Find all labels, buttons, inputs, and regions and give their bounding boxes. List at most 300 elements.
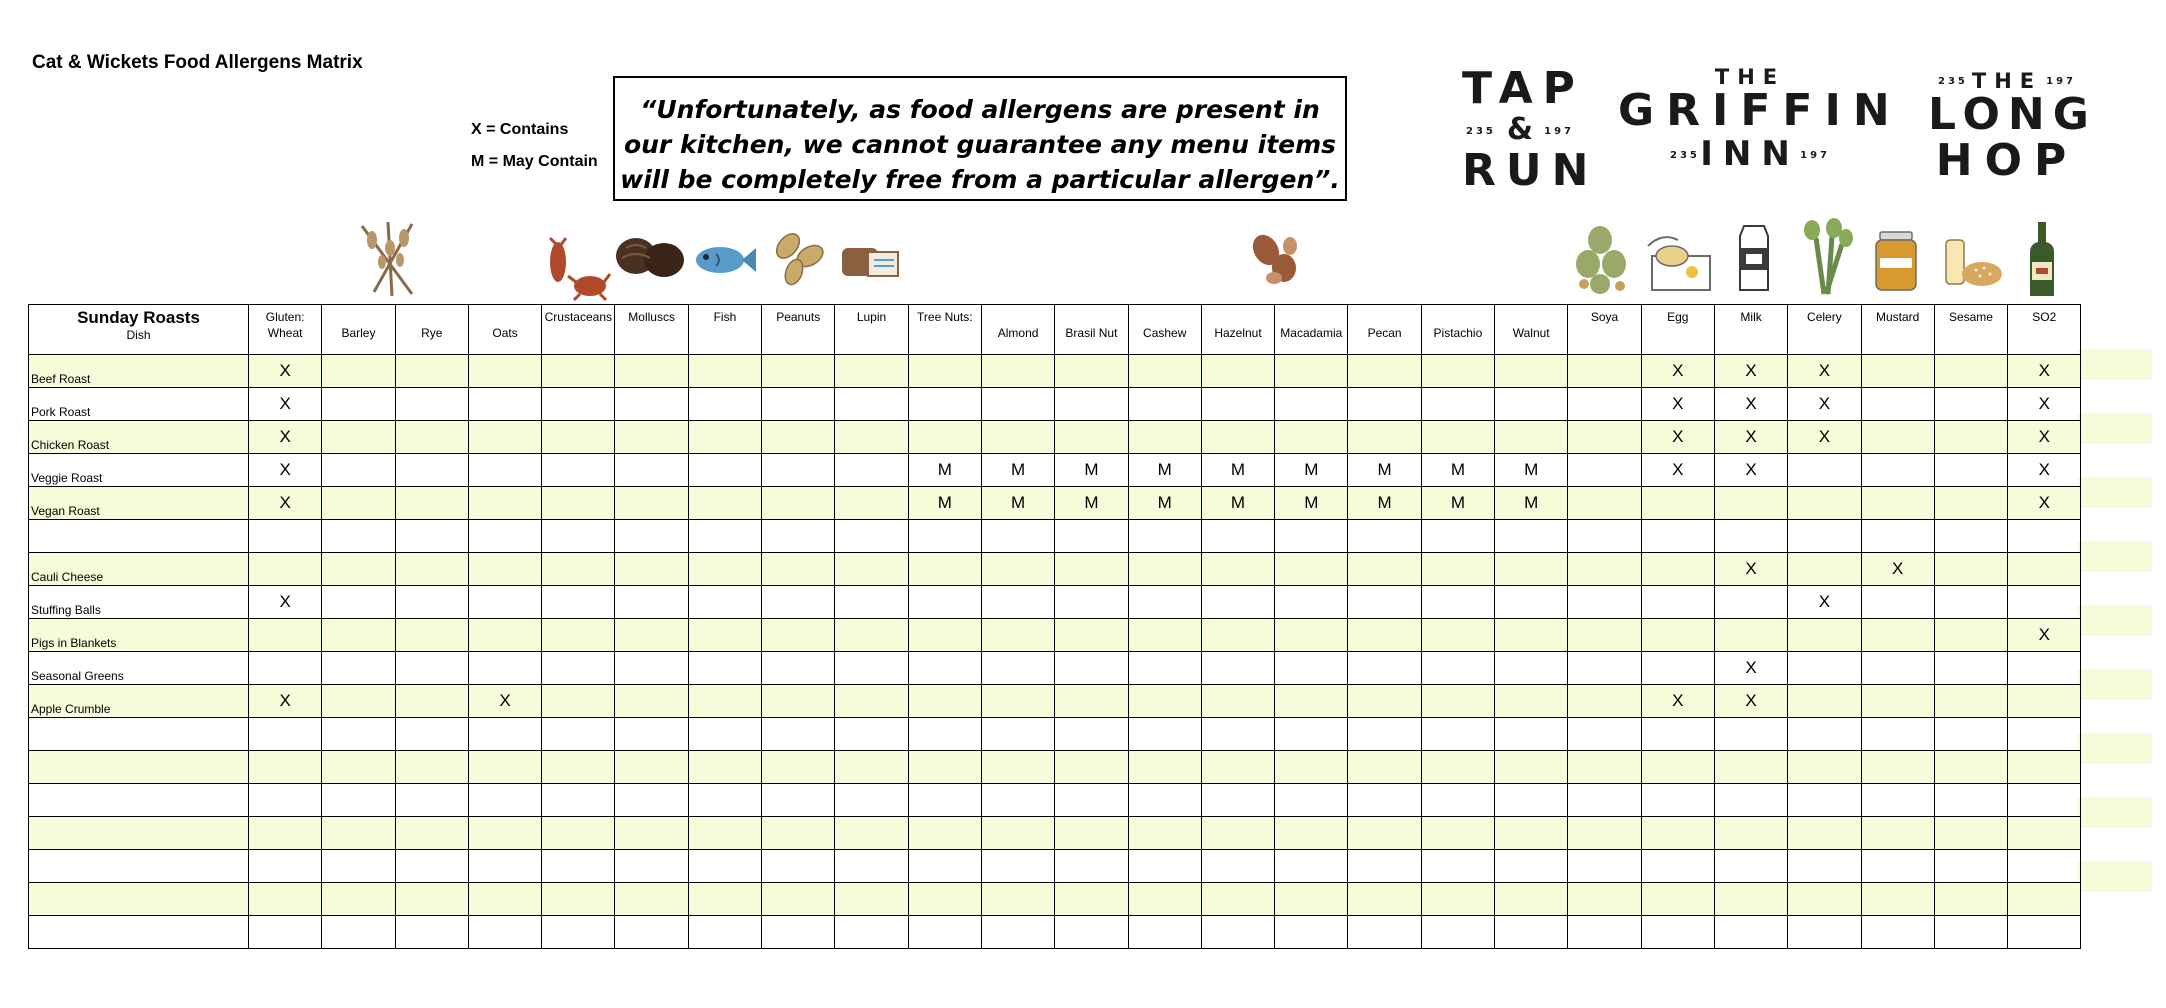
allergen-cell — [835, 619, 908, 652]
allergen-cell: X — [1641, 685, 1714, 718]
allergen-cell — [1568, 718, 1641, 751]
allergen-cell — [1495, 586, 1568, 619]
allergen-cell — [1275, 619, 1348, 652]
column-header-line2: Pistachio — [1433, 326, 1483, 340]
allergen-cell — [908, 652, 981, 685]
allergen-cell — [615, 619, 688, 652]
allergen-disclaimer: “Unfortunately, as food allergens are present in our kitchen, we cannot guarantee any menu items will be completely free from a particular allergen”. — [613, 76, 1347, 201]
allergen-cell — [468, 850, 541, 883]
allergen-cell: X — [249, 388, 322, 421]
column-header-line1: SO2 — [2032, 310, 2057, 324]
allergen-column-header — [468, 305, 541, 355]
allergen-cell — [468, 916, 541, 949]
allergen-cell — [1348, 421, 1421, 454]
allergen-cell — [1275, 685, 1348, 718]
allergen-cell: M — [981, 454, 1054, 487]
allergen-cell — [1275, 850, 1348, 883]
allergen-cell: M — [981, 487, 1054, 520]
allergen-cell: X — [2008, 421, 2081, 454]
allergen-cell: X — [249, 685, 322, 718]
page-title: Cat & Wickets Food Allergens Matrix — [32, 52, 363, 73]
logo-line: TAP — [1462, 63, 1585, 114]
allergen-cell — [322, 388, 395, 421]
allergen-cell — [468, 355, 541, 388]
allergen-cell — [981, 751, 1054, 784]
allergen-cell — [542, 652, 615, 685]
column-header-line2: Brasil Nut — [1065, 326, 1118, 340]
allergen-cell — [1788, 685, 1861, 718]
column-header-line1: Fish — [713, 310, 737, 324]
column-header-line1: Lupin — [856, 310, 887, 324]
allergen-column-header — [1714, 305, 1787, 355]
allergen-cell — [322, 355, 395, 388]
allergen-cell — [249, 817, 322, 850]
allergen-cell — [908, 553, 981, 586]
allergen-cell — [908, 685, 981, 718]
allergen-cell — [1348, 817, 1421, 850]
table-row — [29, 652, 2081, 685]
allergen-cell — [542, 883, 615, 916]
allergen-cell — [615, 850, 688, 883]
allergen-cell — [322, 487, 395, 520]
column-header-line1 — [1129, 310, 1201, 326]
allergen-cell — [1714, 520, 1787, 553]
allergen-column-header — [1275, 305, 1348, 355]
allergen-cell — [2008, 685, 2081, 718]
so2-wine-icon — [2020, 218, 2064, 298]
allergen-cell: M — [908, 454, 981, 487]
section-title: Sunday Roasts — [77, 308, 200, 327]
tree-nut-icon — [1244, 228, 1308, 292]
allergen-cell — [1495, 784, 1568, 817]
allergen-cell: X — [1714, 553, 1787, 586]
allergen-cell — [1568, 751, 1641, 784]
dish-name: Pork Roast — [29, 388, 249, 421]
allergen-cell — [395, 421, 468, 454]
allergen-cell — [468, 454, 541, 487]
allergen-cell — [1128, 817, 1201, 850]
legend-may-contain: M = May Contain — [471, 153, 598, 170]
allergen-cell — [615, 553, 688, 586]
allergen-cell: M — [1275, 487, 1348, 520]
allergen-cell — [688, 916, 761, 949]
allergen-cell — [395, 454, 468, 487]
allergen-cell — [1714, 883, 1787, 916]
allergen-cell — [249, 883, 322, 916]
allergen-cell — [1495, 388, 1568, 421]
allergen-cell — [981, 388, 1054, 421]
allergen-cell — [1934, 355, 2007, 388]
allergen-cell — [1348, 850, 1421, 883]
logo-the: THE — [1714, 65, 1786, 89]
allergen-cell — [1495, 520, 1568, 553]
allergen-cell — [1568, 685, 1641, 718]
allergen-cell: X — [1641, 421, 1714, 454]
allergen-cell — [1128, 553, 1201, 586]
allergen-cell — [1421, 817, 1494, 850]
allergen-cell — [1128, 421, 1201, 454]
allergen-cell — [1128, 652, 1201, 685]
column-header-line1 — [1495, 310, 1567, 326]
allergen-cell — [1421, 784, 1494, 817]
allergen-column-header — [1128, 305, 1201, 355]
allergen-cell — [1934, 685, 2007, 718]
allergen-cell — [1348, 916, 1421, 949]
tap-and-run-logo — [1462, 63, 1599, 196]
crustacean-icon — [540, 232, 614, 302]
allergen-cell — [1568, 817, 1641, 850]
allergen-cell — [835, 751, 908, 784]
allergen-cell — [908, 916, 981, 949]
allergen-cell — [542, 817, 615, 850]
column-header-line1: Milk — [1740, 310, 1762, 324]
allergen-cell — [1788, 718, 1861, 751]
allergen-cell — [1055, 421, 1128, 454]
allergen-cell — [1495, 355, 1568, 388]
allergen-cell — [1055, 619, 1128, 652]
allergen-cell — [395, 817, 468, 850]
column-header-line1: Peanuts — [776, 310, 821, 324]
allergen-cell — [762, 850, 835, 883]
table-row — [29, 685, 2081, 718]
column-header-line1: Crustaceans — [544, 310, 613, 324]
allergen-cell — [395, 355, 468, 388]
allergen-cell — [1495, 751, 1568, 784]
allergen-cell — [1201, 817, 1274, 850]
column-header-line1: Molluscs — [628, 310, 675, 324]
allergen-cell — [981, 817, 1054, 850]
allergen-cell — [1714, 751, 1787, 784]
allergen-cell — [1641, 883, 1714, 916]
allergen-cell — [1788, 916, 1861, 949]
allergen-cell — [981, 586, 1054, 619]
logo-small-right: 197 — [1544, 126, 1574, 137]
dish-name — [29, 817, 249, 850]
allergen-cell — [908, 619, 981, 652]
allergen-cell — [688, 718, 761, 751]
allergen-cell — [981, 718, 1054, 751]
column-header-line2: Hazelnut — [1214, 326, 1262, 340]
allergen-cell — [1714, 784, 1787, 817]
allergen-cell: M — [1128, 454, 1201, 487]
table-row — [29, 916, 2081, 949]
allergen-cell — [395, 751, 468, 784]
allergen-cell — [1641, 817, 1714, 850]
row-band — [2078, 669, 2152, 700]
allergen-cell — [1934, 553, 2007, 586]
allergen-cell — [395, 718, 468, 751]
column-header-line1 — [982, 310, 1054, 326]
allergen-cell — [1201, 883, 1274, 916]
allergen-cell — [688, 388, 761, 421]
table-row — [29, 487, 2081, 520]
allergen-cell: X — [249, 487, 322, 520]
allergen-cell — [688, 421, 761, 454]
allergen-cell — [2008, 652, 2081, 685]
allergen-cell — [1861, 421, 1934, 454]
dish-name — [29, 520, 249, 553]
allergen-cell — [395, 520, 468, 553]
allergen-cell: X — [1788, 421, 1861, 454]
allergen-cell — [908, 355, 981, 388]
column-header-line2: Almond — [997, 326, 1039, 340]
allergen-cell — [1275, 784, 1348, 817]
dish-name — [29, 784, 249, 817]
logo-line: RUN — [1462, 145, 1599, 196]
legend-contains: X = Contains — [471, 121, 569, 138]
allergen-cell: X — [2008, 487, 2081, 520]
logo-small-left: 235 — [1938, 76, 1968, 87]
allergen-cell — [395, 388, 468, 421]
allergen-cell — [1934, 619, 2007, 652]
logo-small-right: 197 — [2046, 76, 2076, 87]
table-row — [29, 883, 2081, 916]
allergen-cell — [1201, 718, 1274, 751]
allergen-cell: X — [1641, 388, 1714, 421]
allergen-cell — [322, 586, 395, 619]
dish-name — [29, 883, 249, 916]
mollusc-icon — [614, 234, 686, 282]
allergen-cell — [249, 751, 322, 784]
allergen-cell: X — [1714, 685, 1787, 718]
row-band — [2078, 797, 2152, 828]
allergen-cell — [1568, 454, 1641, 487]
allergen-cell — [2008, 520, 2081, 553]
table-row — [29, 718, 2081, 751]
allergen-cell — [835, 916, 908, 949]
allergen-cell — [1861, 784, 1934, 817]
dish-name: Seasonal Greens — [29, 652, 249, 685]
dish-name: Stuffing Balls — [29, 586, 249, 619]
allergen-cell — [1788, 454, 1861, 487]
allergen-cell: M — [1128, 487, 1201, 520]
allergen-cell: X — [1641, 454, 1714, 487]
allergen-cell — [542, 718, 615, 751]
allergen-cell — [981, 421, 1054, 454]
allergen-column-header — [1348, 305, 1421, 355]
allergen-cell — [1348, 718, 1421, 751]
allergen-column-header — [1421, 305, 1494, 355]
allergen-column-header — [688, 305, 761, 355]
allergen-cell: X — [249, 421, 322, 454]
allergen-cell — [688, 751, 761, 784]
column-header-line1: Sesame — [1948, 310, 1993, 324]
allergen-cell — [542, 784, 615, 817]
table-row — [29, 586, 2081, 619]
allergen-cell — [615, 883, 688, 916]
allergen-cell — [762, 553, 835, 586]
allergen-cell — [395, 685, 468, 718]
allergen-cell — [1421, 388, 1494, 421]
allergen-cell — [2008, 553, 2081, 586]
allergen-cell — [1641, 751, 1714, 784]
allergen-cell — [762, 685, 835, 718]
column-header-line1 — [1422, 310, 1494, 326]
allergen-cell — [1348, 355, 1421, 388]
allergen-cell — [835, 850, 908, 883]
allergen-cell: X — [249, 586, 322, 619]
allergen-cell — [2008, 817, 2081, 850]
allergen-cell — [1201, 355, 1274, 388]
allergen-cell — [322, 751, 395, 784]
allergen-cell — [615, 916, 688, 949]
allergen-column-header — [1055, 305, 1128, 355]
allergen-cell — [1275, 553, 1348, 586]
allergen-cell — [1934, 883, 2007, 916]
allergens-matrix — [28, 304, 2081, 949]
allergen-cell — [908, 883, 981, 916]
allergen-cell — [1348, 652, 1421, 685]
milk-icon — [1728, 222, 1780, 294]
allergen-cell — [1861, 487, 1934, 520]
allergen-cell — [1201, 685, 1274, 718]
allergen-cell — [908, 718, 981, 751]
allergen-cell — [615, 454, 688, 487]
allergen-cell — [1275, 586, 1348, 619]
allergen-cell — [835, 652, 908, 685]
table-row — [29, 454, 2081, 487]
column-header-line1: Tree Nuts: — [917, 310, 973, 324]
allergen-cell — [762, 388, 835, 421]
table-row — [29, 388, 2081, 421]
allergen-cell — [1495, 553, 1568, 586]
allergen-cell — [1641, 487, 1714, 520]
allergen-cell — [835, 586, 908, 619]
allergen-cell — [1055, 883, 1128, 916]
allergen-cell — [1128, 784, 1201, 817]
allergen-column-header — [1788, 305, 1861, 355]
allergen-cell — [1788, 553, 1861, 586]
allergen-cell — [322, 685, 395, 718]
allergen-cell — [322, 784, 395, 817]
allergen-cell — [835, 685, 908, 718]
allergen-column-header — [1934, 305, 2007, 355]
allergen-cell: X — [1788, 388, 1861, 421]
allergen-cell — [835, 553, 908, 586]
griffin-inn-logo — [1618, 65, 1902, 174]
allergen-cell — [1348, 586, 1421, 619]
column-header-line2: Oats — [492, 326, 518, 340]
allergen-cell — [542, 454, 615, 487]
allergen-cell — [1421, 355, 1494, 388]
allergen-cell — [762, 520, 835, 553]
allergen-column-header — [542, 305, 615, 355]
allergen-cell — [1495, 421, 1568, 454]
allergen-cell: M — [1055, 487, 1128, 520]
column-header-line2: Macadamia — [1280, 326, 1343, 340]
allergen-cell — [1641, 850, 1714, 883]
column-header-line1: Mustard — [1876, 310, 1920, 324]
allergen-cell: M — [1201, 487, 1274, 520]
allergen-cell — [395, 883, 468, 916]
allergen-cell — [2008, 883, 2081, 916]
allergen-cell: M — [1495, 487, 1568, 520]
allergen-cell — [1421, 916, 1494, 949]
allergen-cell — [1348, 619, 1421, 652]
allergen-cell — [688, 784, 761, 817]
allergen-column-header — [395, 305, 468, 355]
allergen-cell: X — [1714, 355, 1787, 388]
column-header-line2: Rye — [421, 326, 443, 340]
logo-line: INN — [1700, 134, 1800, 174]
allergen-cell: X — [1714, 421, 1787, 454]
dish-name — [29, 916, 249, 949]
dish-name — [29, 850, 249, 883]
table-row — [29, 520, 2081, 553]
allergen-cell — [322, 619, 395, 652]
dish-name: Beef Roast — [29, 355, 249, 388]
allergen-cell — [908, 388, 981, 421]
allergen-column-header — [1641, 305, 1714, 355]
allergen-cell — [1055, 355, 1128, 388]
fish-icon — [688, 238, 758, 280]
allergen-cell: X — [249, 355, 322, 388]
egg-icon — [1642, 226, 1716, 296]
allergen-cell — [1201, 520, 1274, 553]
allergen-cell — [1934, 652, 2007, 685]
dish-column-header: Dish — [126, 328, 151, 342]
allergen-cell: M — [1201, 454, 1274, 487]
allergen-cell — [1055, 520, 1128, 553]
allergen-column-header — [981, 305, 1054, 355]
row-band — [2078, 477, 2152, 508]
allergen-cell — [762, 454, 835, 487]
allergen-cell — [1641, 619, 1714, 652]
allergen-cell: M — [1275, 454, 1348, 487]
allergen-cell — [1055, 652, 1128, 685]
allergen-cell — [615, 421, 688, 454]
allergen-cell — [322, 553, 395, 586]
allergen-cell — [542, 619, 615, 652]
allergen-cell — [1201, 388, 1274, 421]
dish-name — [29, 751, 249, 784]
allergen-cell — [1201, 619, 1274, 652]
allergen-column-header — [908, 305, 981, 355]
logo-small-left: 235 — [1670, 150, 1700, 161]
allergen-cell — [1201, 916, 1274, 949]
allergen-cell: X — [1714, 388, 1787, 421]
allergen-cell — [1861, 619, 1934, 652]
allergen-cell — [615, 520, 688, 553]
dish-name — [29, 718, 249, 751]
allergen-cell — [395, 619, 468, 652]
allergen-cell: M — [908, 487, 981, 520]
allergen-cell — [762, 355, 835, 388]
allergen-cell — [1421, 850, 1494, 883]
allergen-cell — [762, 718, 835, 751]
allergen-cell — [1128, 883, 1201, 916]
allergen-cell — [1934, 850, 2007, 883]
header-row — [29, 305, 2081, 355]
allergen-cell — [1568, 520, 1641, 553]
allergen-cell — [762, 421, 835, 454]
allergen-cell — [835, 718, 908, 751]
allergen-cell — [762, 883, 835, 916]
table-row — [29, 355, 2081, 388]
allergen-cell — [1421, 421, 1494, 454]
allergen-cell — [1861, 685, 1934, 718]
allergen-cell — [835, 454, 908, 487]
allergen-cell — [1641, 520, 1714, 553]
row-band — [2078, 605, 2152, 636]
allergen-cell — [688, 586, 761, 619]
allergen-cell — [1568, 355, 1641, 388]
allergen-cell — [395, 586, 468, 619]
allergen-cell — [1055, 751, 1128, 784]
allergen-cell — [1788, 520, 1861, 553]
allergen-cell — [1348, 883, 1421, 916]
allergen-cell — [249, 718, 322, 751]
